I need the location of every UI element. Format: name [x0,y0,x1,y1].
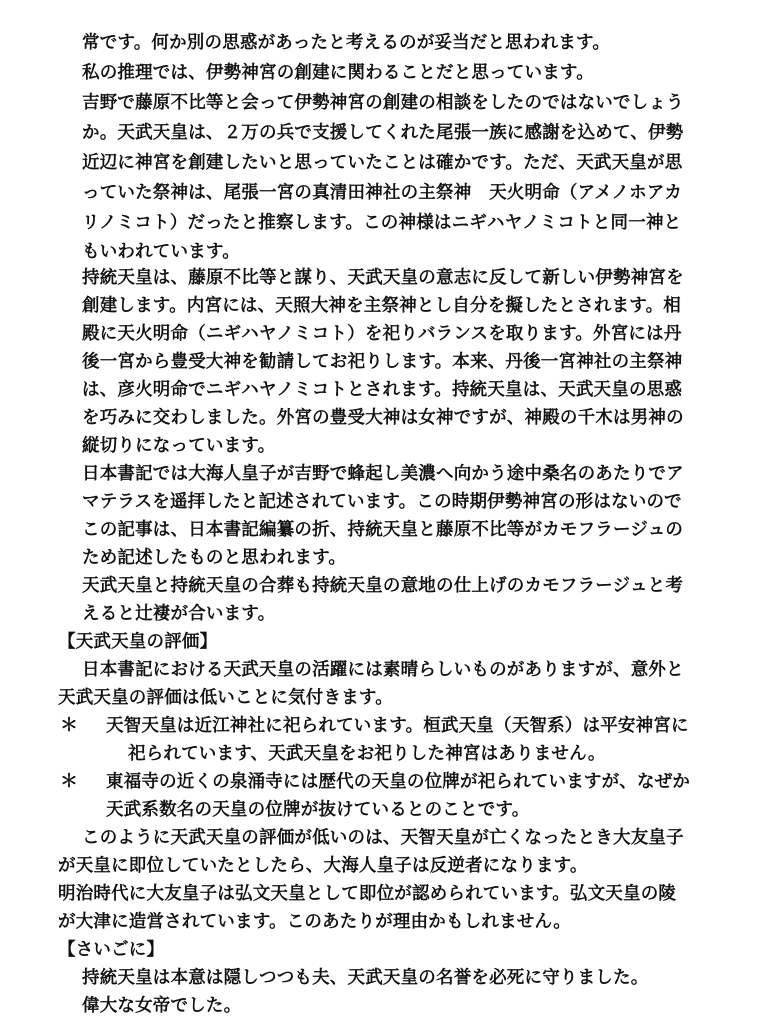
text-line-12: 後一宮から豊受大神を勧請してお祀りします。本来、丹後一宮神社の主祭神 [82,352,683,372]
text-line-25: 天智天皇は近江神社に祀られています。桓武天皇（天智系）は平安神宮に [106,716,689,736]
text-line-16: 日本書記では大海人皇子が吉野で蜂起し美濃へ向かう途中桑名のあたりでア [82,464,684,484]
text-line-35: 偉大な女帝でした。 [82,996,242,1016]
text-line-31: 明治時代に大友皇子は弘文天皇として即位が認められています。弘文天皇の陵 [58,884,677,904]
text-line-10: 創建します。内宮には、天照大神を主祭神とし自分を擬したとされます。相 [82,296,681,316]
text-line-4: か。天武天皇は、２万の兵で支援してくれた尾張一族に感謝を込めて、伊勢 [82,123,684,143]
text-line-11: 殿に天火明命（ニギハヤノミコト）を祀りバランスを取ります。外宮には丹 [82,324,682,344]
text-line-1: 常です。何か別の思惑があったと考えるのが妥当だと思われます。 [82,33,611,53]
text-line-23: 日本書記における天武天皇の活躍には素晴らしいものがありますが、意外と [82,660,684,680]
text-line-27: 東福寺の近くの泉涌寺には歴代の天皇の位牌が祀られていますが、なぜか [106,772,691,792]
text-line-18: この記事は、日本書記編纂の折、持統天皇と藤原不比等がカモフラージュの [82,520,684,540]
text-line-3: 吉野で藤原不比等と会って伊勢神宮の創建の相談をしたのではないでしょう [82,93,684,113]
text-line-20: 天武天皇と持統天皇の合葬も持統天皇の意地の仕上げのカモフラージュと考 [82,576,684,596]
text-line-29: このように天武天皇の評価が低いのは、天智天皇が亡くなったとき大友皇子 [82,828,684,848]
bullet-asterisk: ＊ [60,771,78,792]
text-line-8: もいわれています。 [82,242,240,262]
text-line-5: 近辺に神宮を創建したいと思っていたことは確かです。ただ、天武天皇が思 [82,153,683,173]
text-line-32: が大津に造営されています。このあたりが理由かもしれません。 [58,912,571,932]
text-line-2: 私の推理では、伊勢神宮の創建に関わることだと思っています。 [82,63,594,83]
text-line-9: 持統天皇は、藤原不比等と謀り、天武天皇の意志に反して新しい伊勢神宮を [82,268,684,288]
text-line-6: っていた祭神は、尾張一宮の真清田神社の主祭神 天火明命（アメノホアカ [82,183,683,203]
text-line-26: 祀られています、天武天皇をお祀りした神宮はありません。 [128,744,606,764]
text-line-7: リノミコト）だったと推察します。この神様はニギハヤノミコトと同一神と [82,213,682,233]
text-line-13: は、彦火明命でニギハヤノミコトとされます。持統天皇は、天武天皇の思惑 [82,380,683,400]
section-heading-evaluation: 【天武天皇の評価】 [58,632,218,652]
text-line-34: 持統天皇は本意は隠しつつも夫、天武天皇の名誉を必死に守りました。 [82,968,649,988]
text-line-28: 天武系数名の天皇の位牌が抜けているとのことです。 [106,800,530,820]
text-line-30: が天皇に即位していたとしたら、大海人皇子は反逆者になります。 [58,856,588,876]
text-line-14: を巧みに交わしました。外宮の豊受大神は女神ですが、神殿の千木は男神の [82,408,684,428]
text-line-21: えると辻褄が合います。 [82,604,276,624]
text-line-24: 天武天皇の評価は低いことに気付きます。 [58,688,393,708]
text-line-19: ため記述したものと思われます。 [82,548,347,568]
text-line-17: マテラスを遥拝したと記述されています。この時期伊勢神宮の形はないので [82,492,682,512]
bullet-asterisk: ＊ [60,715,78,736]
text-line-15: 縦切りになっています。 [82,436,276,456]
section-heading-conclusion: 【さいごに】 [58,940,165,960]
